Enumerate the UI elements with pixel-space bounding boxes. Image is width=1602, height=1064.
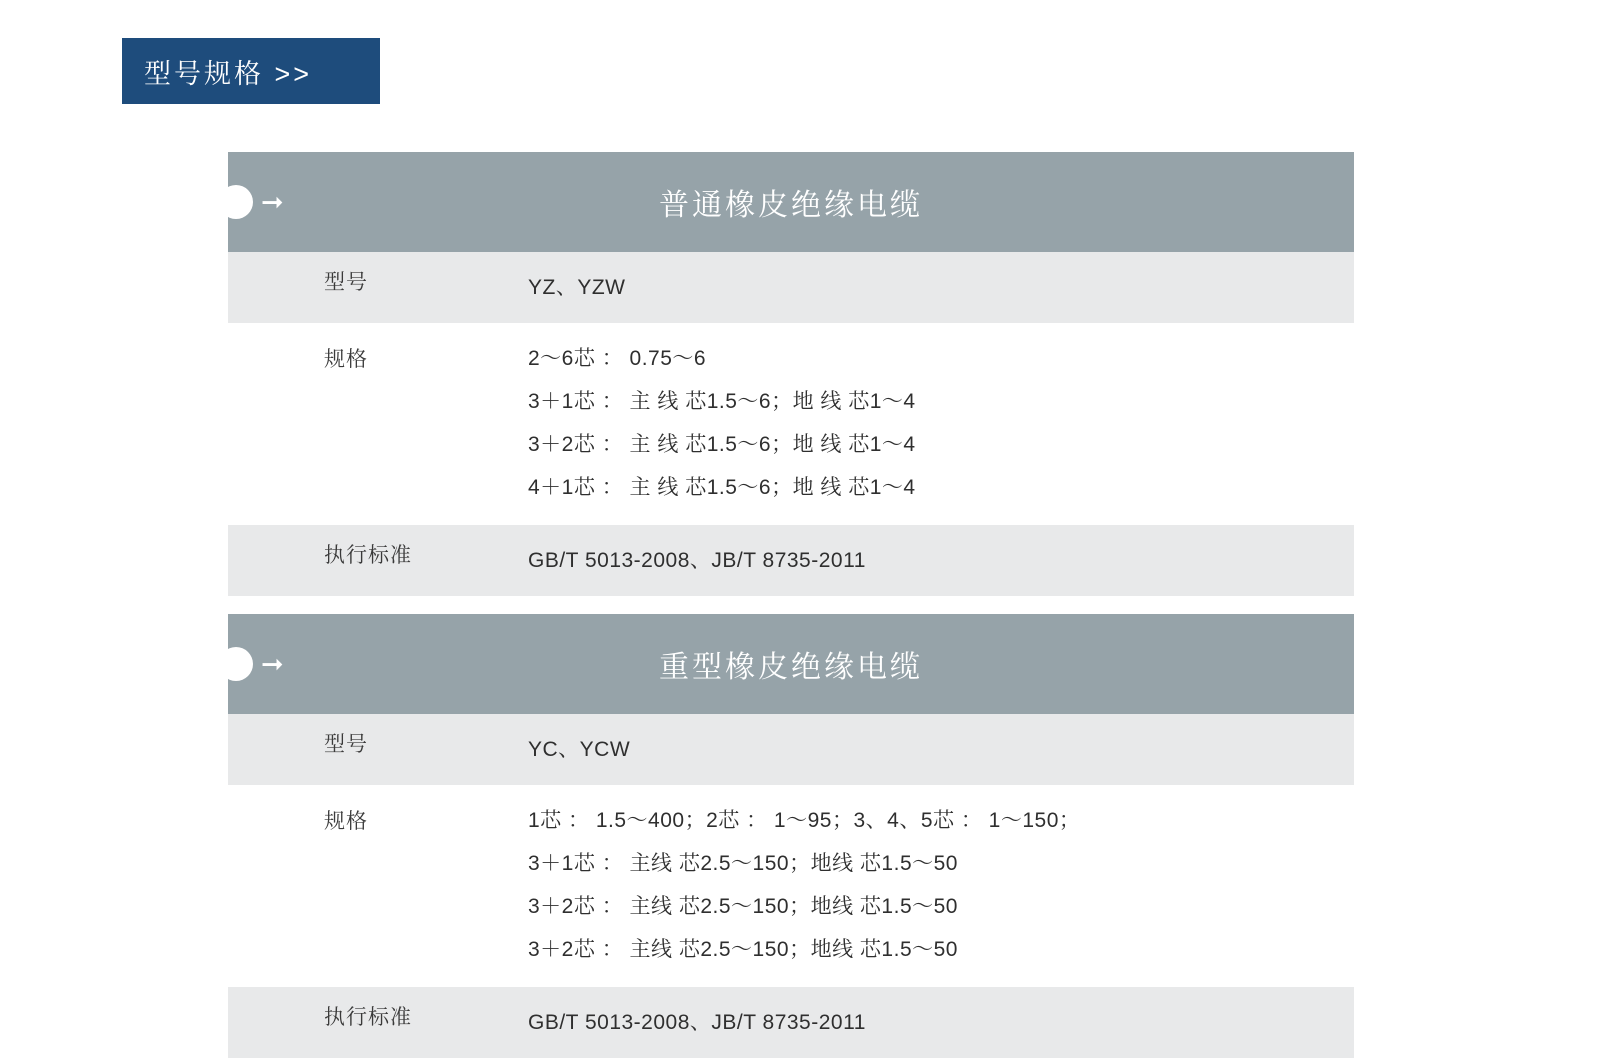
table-row bbox=[228, 323, 1354, 525]
row-value bbox=[528, 714, 1354, 785]
row-label: 规格 bbox=[324, 348, 368, 371]
row-value-line: 4＋1芯 ： 主 线 芯1.5～6；地 线 芯1～4 bbox=[528, 476, 916, 499]
arrow-right-icon: ➞ bbox=[261, 186, 284, 217]
row-value-line: 1芯 ： 1.5～400；2芯 ： 1～95；3、4、5芯 ： 1～150； bbox=[528, 809, 1081, 832]
table-row bbox=[228, 987, 1354, 1058]
row-value-line: 3＋2芯 ： 主 线 芯1.5～6；地 线 芯1～4 bbox=[528, 433, 916, 456]
table-row bbox=[228, 785, 1354, 987]
section-header bbox=[228, 614, 1354, 714]
spec-section bbox=[228, 614, 1354, 1058]
spec-section bbox=[228, 152, 1354, 596]
page-tag bbox=[122, 38, 380, 104]
section-title: 普通橡皮绝缘电缆 bbox=[659, 189, 923, 222]
row-label: 规格 bbox=[324, 810, 368, 833]
row-value bbox=[528, 785, 1354, 987]
row-value-line: 2～6芯 ： 0.75～6 bbox=[528, 347, 707, 370]
row-value-line: YC、YCW bbox=[528, 738, 631, 761]
row-label: 型号 bbox=[324, 271, 368, 294]
table-row bbox=[228, 525, 1354, 596]
row-value-line: 3＋2芯 ： 主线 芯2.5～150；地线 芯1.5～50 bbox=[528, 938, 958, 961]
row-value-line: GB/T 5013-2008、JB/T 8735-2011 bbox=[528, 549, 866, 572]
row-label: 执行标准 bbox=[324, 544, 412, 567]
page-tag-label: 型号规格 >> bbox=[144, 58, 313, 89]
circle-icon bbox=[219, 647, 253, 681]
section-marker bbox=[228, 185, 284, 219]
row-label: 型号 bbox=[324, 733, 368, 756]
row-value-line: 3＋2芯 ： 主线 芯2.5～150；地线 芯1.5～50 bbox=[528, 895, 958, 918]
spec-tables bbox=[228, 152, 1354, 1058]
row-value bbox=[528, 987, 1354, 1058]
row-label: 执行标准 bbox=[324, 1006, 412, 1029]
section-title: 重型橡皮绝缘电缆 bbox=[659, 651, 923, 684]
arrow-right-icon: ➞ bbox=[261, 648, 284, 679]
circle-icon bbox=[219, 185, 253, 219]
section-marker bbox=[228, 647, 284, 681]
row-value-line: 3＋1芯 ： 主线 芯2.5～150；地线 芯1.5～50 bbox=[528, 852, 958, 875]
row-value bbox=[528, 252, 1354, 323]
table-row bbox=[228, 714, 1354, 785]
table-row bbox=[228, 252, 1354, 323]
section-header bbox=[228, 152, 1354, 252]
row-value bbox=[528, 323, 1354, 525]
row-value-line: YZ、YZW bbox=[528, 276, 626, 299]
row-value-line: GB/T 5013-2008、JB/T 8735-2011 bbox=[528, 1011, 866, 1034]
row-value-line: 3＋1芯 ： 主 线 芯1.5～6；地 线 芯1～4 bbox=[528, 390, 916, 413]
row-value bbox=[528, 525, 1354, 596]
